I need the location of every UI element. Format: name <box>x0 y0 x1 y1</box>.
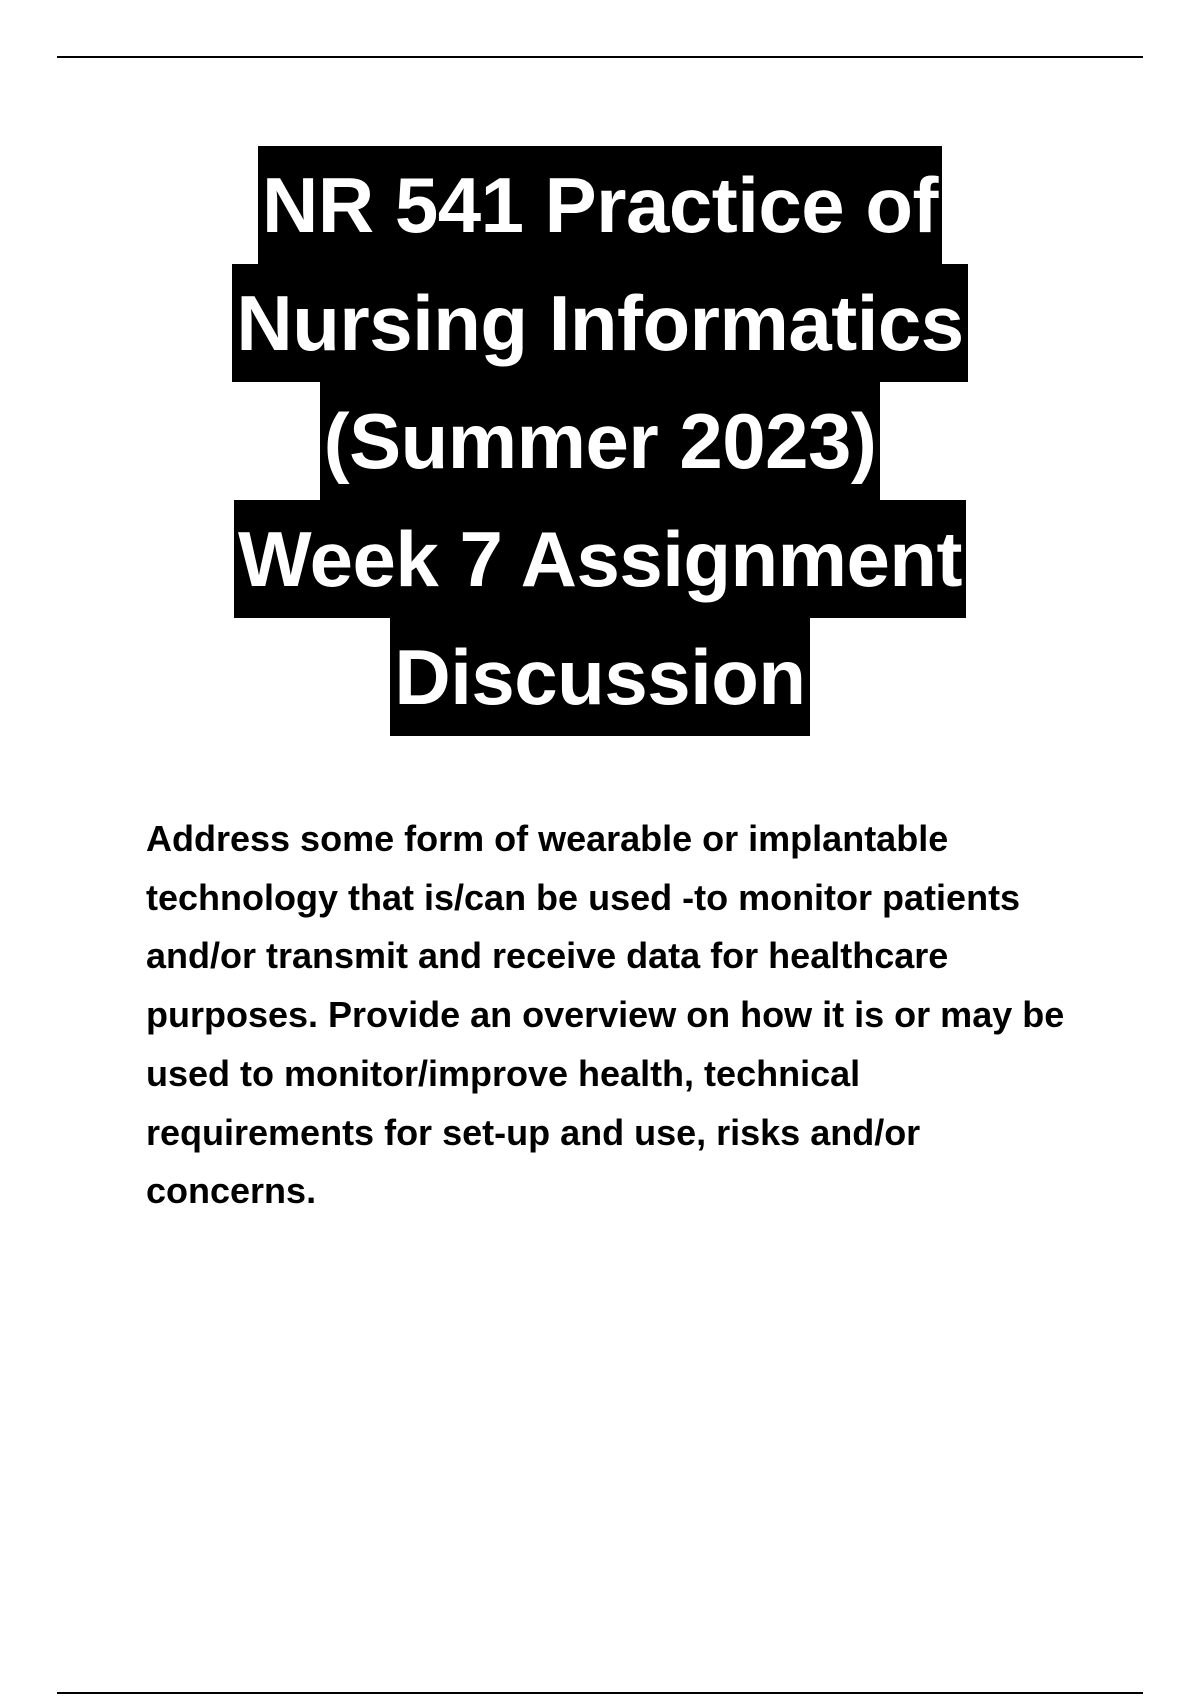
title-line-4: Week 7 Assignment <box>0 500 1200 618</box>
title-line-5: Discussion <box>0 618 1200 736</box>
document-title <box>0 146 1200 736</box>
title-line-3: (Summer 2023) <box>0 382 1200 500</box>
bottom-divider <box>57 1692 1143 1694</box>
title-line-2: Nursing Informatics <box>0 264 1200 382</box>
assignment-prompt: Address some form of wearable or implantable technology that is/can be used -to monitor patients and/or transmit and receive data for healthcare purposes. Provide an overview on how it is or may be used to monitor/improve health, technical requirements for set-up and use, risks and/or concerns. <box>146 818 1065 1212</box>
top-divider <box>57 56 1143 58</box>
title-line-1: NR 541 Practice of <box>0 146 1200 264</box>
